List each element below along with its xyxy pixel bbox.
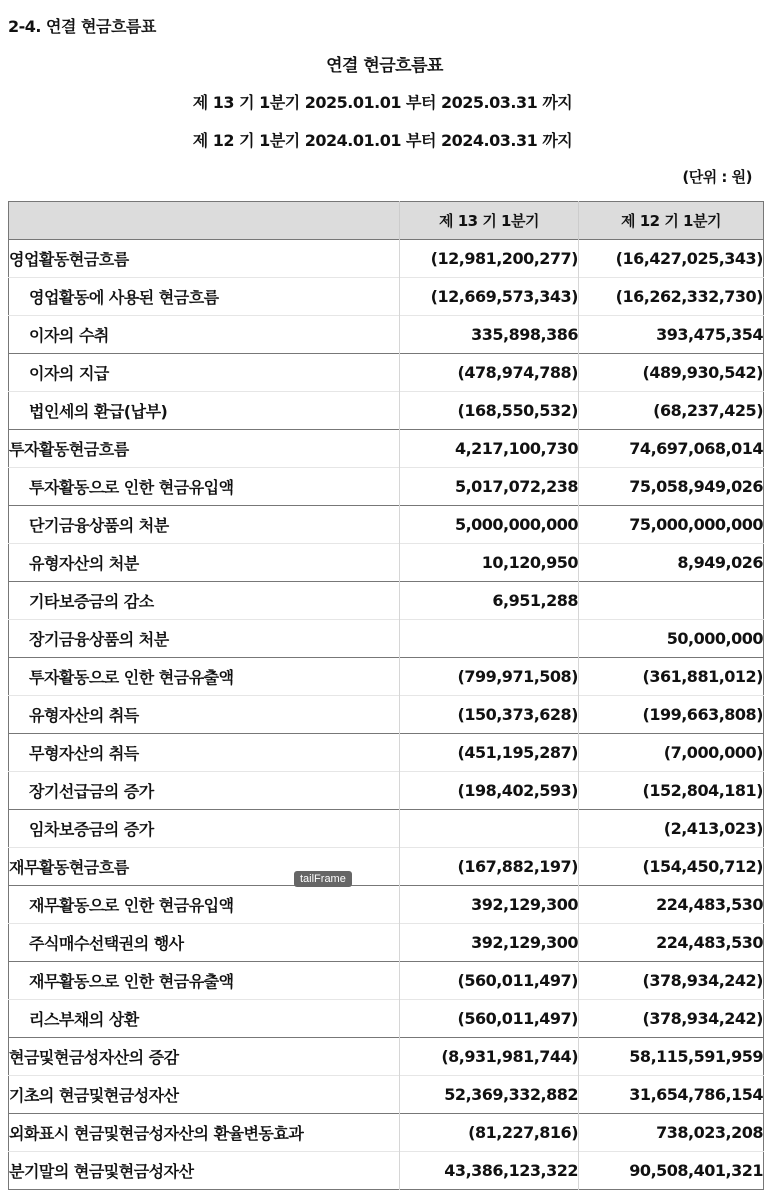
table-row <box>9 848 764 886</box>
table-row <box>9 354 764 392</box>
row-previous: (7,000,000) <box>579 734 764 772</box>
row-previous: 393,475,354 <box>579 316 764 354</box>
row-current: (799,971,508) <box>400 658 579 696</box>
table-row <box>9 392 764 430</box>
row-label: 재무활동으로 인한 현금유입액 <box>9 886 400 924</box>
row-current: 392,129,300 <box>400 886 579 924</box>
row-current: (560,011,497) <box>400 962 579 1000</box>
row-label: 외화표시 현금및현금성자산의 환율변동효과 <box>9 1114 400 1152</box>
row-current: 43,386,123,322 <box>400 1152 579 1190</box>
row-current: 10,120,950 <box>400 544 579 582</box>
table-row <box>9 468 764 506</box>
row-previous: 75,000,000,000 <box>579 506 764 544</box>
row-label: 기초의 현금및현금성자산 <box>9 1076 400 1114</box>
section-title: 2-4. 연결 현금흐름표 <box>8 17 156 36</box>
row-previous: 31,654,786,154 <box>579 1076 764 1114</box>
row-current: (478,974,788) <box>400 354 579 392</box>
row-label: 주식매수선택권의 행사 <box>9 924 400 962</box>
table-row <box>9 316 764 354</box>
table-row <box>9 1000 764 1038</box>
row-label: 유형자산의 취득 <box>9 696 400 734</box>
table-header-row <box>9 202 764 240</box>
row-label: 리스부채의 상환 <box>9 1000 400 1038</box>
row-current <box>400 620 579 658</box>
row-previous: 738,023,208 <box>579 1114 764 1152</box>
row-label: 영업활동에 사용된 현금흐름 <box>9 278 400 316</box>
row-current: 4,217,100,730 <box>400 430 579 468</box>
table-row <box>9 924 764 962</box>
row-label: 투자활동으로 인한 현금유출액 <box>9 658 400 696</box>
row-current: 335,898,386 <box>400 316 579 354</box>
row-previous: 74,697,068,014 <box>579 430 764 468</box>
row-current: (167,882,197) <box>400 848 579 886</box>
row-current: (12,981,200,277) <box>400 240 579 278</box>
table-row <box>9 772 764 810</box>
table-row <box>9 886 764 924</box>
row-current: (560,011,497) <box>400 1000 579 1038</box>
row-label: 분기말의 현금및현금성자산 <box>9 1152 400 1190</box>
table-row <box>9 658 764 696</box>
row-current: (198,402,593) <box>400 772 579 810</box>
table-row <box>9 810 764 848</box>
row-current: (8,931,981,744) <box>400 1038 579 1076</box>
row-current: 5,017,072,238 <box>400 468 579 506</box>
row-previous: (154,450,712) <box>579 848 764 886</box>
row-label: 장기금융상품의 처분 <box>9 620 400 658</box>
row-label: 단기금융상품의 처분 <box>9 506 400 544</box>
row-previous: 75,058,949,026 <box>579 468 764 506</box>
table-row <box>9 620 764 658</box>
row-previous: 58,115,591,959 <box>579 1038 764 1076</box>
row-current: 5,000,000,000 <box>400 506 579 544</box>
unit-label: (단위 : 원) <box>682 168 752 186</box>
row-label: 유형자산의 처분 <box>9 544 400 582</box>
row-previous: 90,508,401,321 <box>579 1152 764 1190</box>
row-previous: (361,881,012) <box>579 658 764 696</box>
row-previous: (152,804,181) <box>579 772 764 810</box>
row-label: 무형자산의 취득 <box>9 734 400 772</box>
row-label: 기타보증금의 감소 <box>9 582 400 620</box>
period-current: 제 13 기 1분기 2025.01.01 부터 2025.03.31 까지 <box>192 93 573 112</box>
table-row <box>9 544 764 582</box>
row-label: 현금및현금성자산의 증감 <box>9 1038 400 1076</box>
row-current: (12,669,573,343) <box>400 278 579 316</box>
row-previous: (199,663,808) <box>579 696 764 734</box>
row-label: 법인세의 환급(납부) <box>9 392 400 430</box>
period-previous: 제 12 기 1분기 2024.01.01 부터 2024.03.31 까지 <box>192 131 573 150</box>
row-previous: (16,427,025,343) <box>579 240 764 278</box>
row-label: 임차보증금의 증가 <box>9 810 400 848</box>
row-current: 392,129,300 <box>400 924 579 962</box>
row-previous: (378,934,242) <box>579 962 764 1000</box>
row-label: 장기선급금의 증가 <box>9 772 400 810</box>
row-previous: (68,237,425) <box>579 392 764 430</box>
table-row <box>9 1038 764 1076</box>
header-current-period: 제 13 기 1분기 <box>400 202 579 240</box>
row-label: 투자활동으로 인한 현금유입액 <box>9 468 400 506</box>
row-current <box>400 810 579 848</box>
table-row <box>9 430 764 468</box>
table-row <box>9 1076 764 1114</box>
row-previous: 8,949,026 <box>579 544 764 582</box>
row-current: (81,227,816) <box>400 1114 579 1152</box>
row-previous: (378,934,242) <box>579 1000 764 1038</box>
tooltip: tailFrame <box>294 871 352 887</box>
row-previous <box>579 582 764 620</box>
table-row <box>9 240 764 278</box>
row-label: 이자의 지급 <box>9 354 400 392</box>
header-previous-period: 제 12 기 1분기 <box>579 202 764 240</box>
row-previous: 224,483,530 <box>579 886 764 924</box>
row-label: 투자활동현금흐름 <box>9 430 400 468</box>
row-current: (451,195,287) <box>400 734 579 772</box>
table-row <box>9 506 764 544</box>
row-previous: (16,262,332,730) <box>579 278 764 316</box>
cash-flow-table <box>8 201 764 1190</box>
row-previous: (489,930,542) <box>579 354 764 392</box>
row-previous: 224,483,530 <box>579 924 764 962</box>
header-label <box>9 202 400 240</box>
row-current: (150,373,628) <box>400 696 579 734</box>
table-row <box>9 962 764 1000</box>
document-title: 연결 현금흐름표 <box>326 56 443 76</box>
table-row <box>9 696 764 734</box>
row-current: (168,550,532) <box>400 392 579 430</box>
row-current: 52,369,332,882 <box>400 1076 579 1114</box>
row-label: 재무활동으로 인한 현금유출액 <box>9 962 400 1000</box>
table-row <box>9 278 764 316</box>
table-row <box>9 734 764 772</box>
table-row <box>9 582 764 620</box>
row-label: 영업활동현금흐름 <box>9 240 400 278</box>
row-current: 6,951,288 <box>400 582 579 620</box>
row-previous: 50,000,000 <box>579 620 764 658</box>
row-label: 재무활동현금흐름 <box>9 848 400 886</box>
row-label: 이자의 수취 <box>9 316 400 354</box>
table-row <box>9 1152 764 1190</box>
table-row <box>9 1114 764 1152</box>
row-previous: (2,413,023) <box>579 810 764 848</box>
